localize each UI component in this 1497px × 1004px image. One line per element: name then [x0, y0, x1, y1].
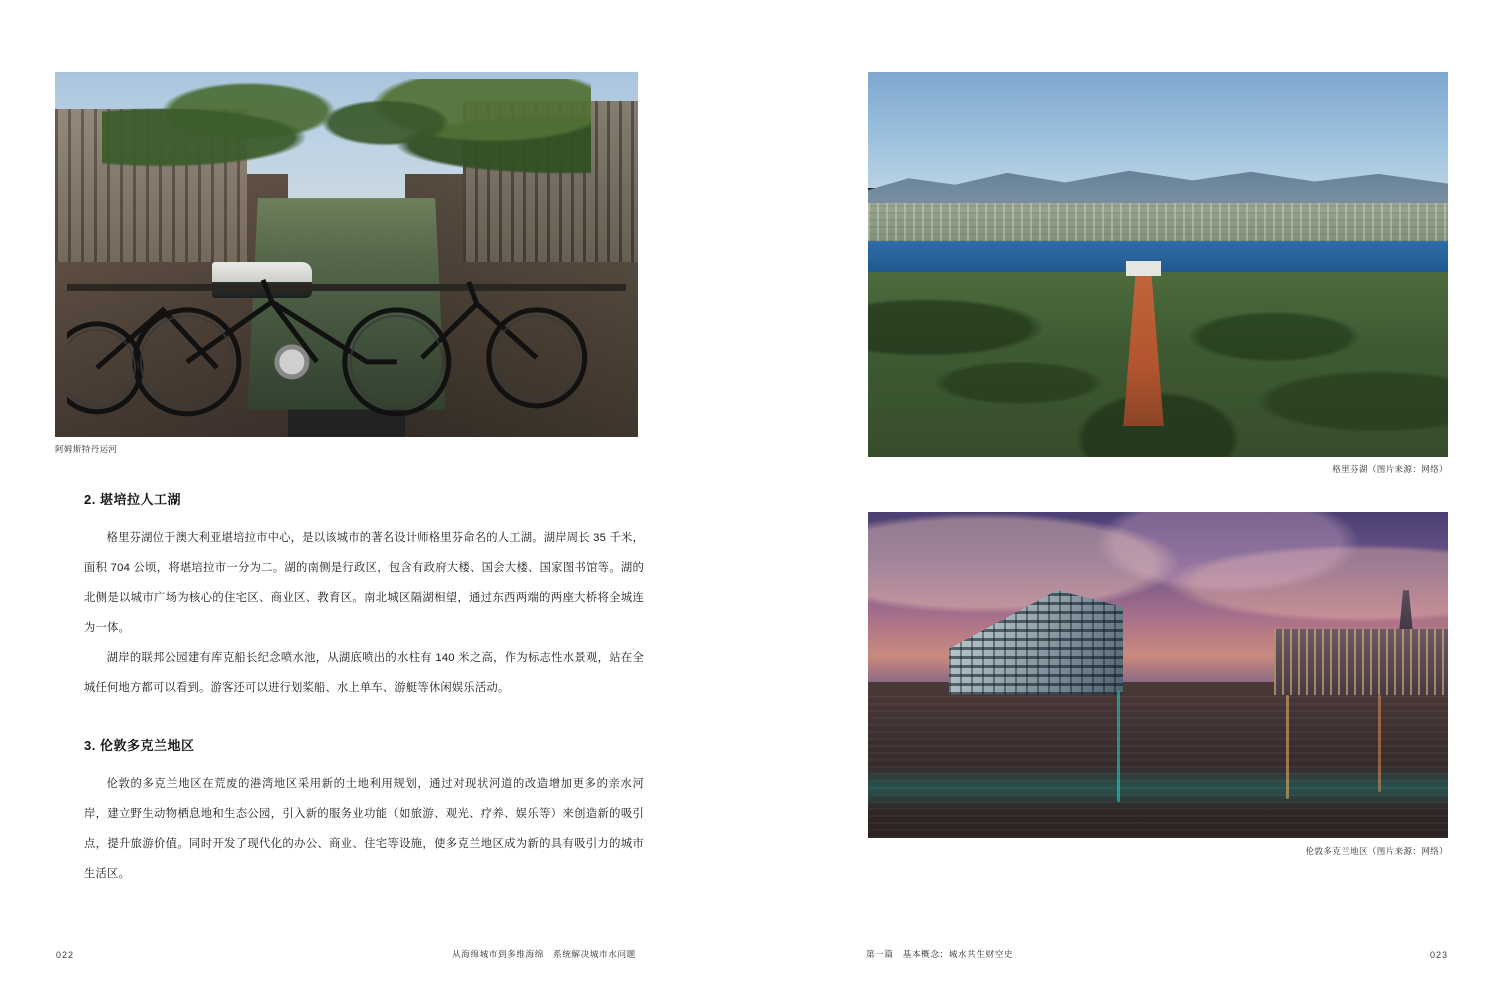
figure-caption-canal: 阿姆斯特丹运河 — [55, 444, 118, 454]
folio-right: 023 — [1429, 950, 1448, 960]
docklands-water-reflections — [868, 695, 1448, 838]
page-right — [748, 0, 1497, 1004]
folio-left: 022 — [56, 950, 75, 960]
paragraph-2-1: 格里芬湖位于澳大利亚堪培拉市中心，是以该城市的著名设计师格里芬命名的人工湖。湖岸周长 35 千米，面积 704 公顷，将堪培拉市一分为二。湖的南侧是行政区，包含有政府大楼、国会大楼、国家图书馆等。湖的北侧是以城市广场为核心的住宅区、商业区、教育区。南北城区隔湖相望，通过东西两端的两座大桥将全城连为一体。 — [84, 532, 644, 634]
griffin-sky — [868, 72, 1448, 188]
figure-amsterdam-canal — [55, 72, 638, 437]
griffin-parliament-house — [1126, 261, 1161, 276]
docklands-light-streak-teal — [1117, 691, 1120, 802]
paragraph-3-1: 伦敦的多克兰地区在荒废的港湾地区采用新的土地利用规划，通过对现状河道的改造增加更多的亲水河岸，建立野生动物栖息地和生态公园，引入新的服务业功能（如旅游、观光、疗养、娱乐等）来创造新的吸引点，提升旅游价值。同时开发了现代化的办公、商业、住宅等设施，使多克兰地区成为新的具有吸引力的城市生活区。 — [84, 778, 644, 880]
figure-lake-burley-griffin — [868, 72, 1448, 457]
heading-section-3: 3. 伦敦多克兰地区 — [84, 738, 195, 753]
footer-left: 从海绵城市到多维海绵 系统解决城市水问题 — [452, 949, 636, 959]
figure-london-docklands — [868, 512, 1448, 838]
paragraph-2-2: 湖岸的联邦公园建有库克船长纪念喷水池，从湖底喷出的水柱有 140 米之高，作为标志性水景观，站在全城任何地方都可以看到。游客还可以进行划桨船、水上单车、游艇等休闲娱乐活动。 — [84, 652, 644, 694]
footer-right: 第一篇 基本概念：城水共生财空史 — [866, 949, 1014, 959]
canal-bicycles — [67, 240, 627, 430]
docklands-light-streak-orange — [1378, 695, 1381, 793]
page-left — [0, 0, 748, 1004]
docklands-right-quay-lights — [1274, 629, 1448, 694]
heading-section-2: 2. 堪培拉人工湖 — [84, 492, 181, 507]
figure-caption-griffin: 格里芬湖（图片来源：网络） — [1332, 464, 1448, 474]
canal-trees — [102, 79, 592, 225]
figure-caption-docklands: 伦敦多克兰地区（图片来源：网络） — [1305, 846, 1448, 856]
docklands-light-streak-amber — [1286, 695, 1289, 799]
